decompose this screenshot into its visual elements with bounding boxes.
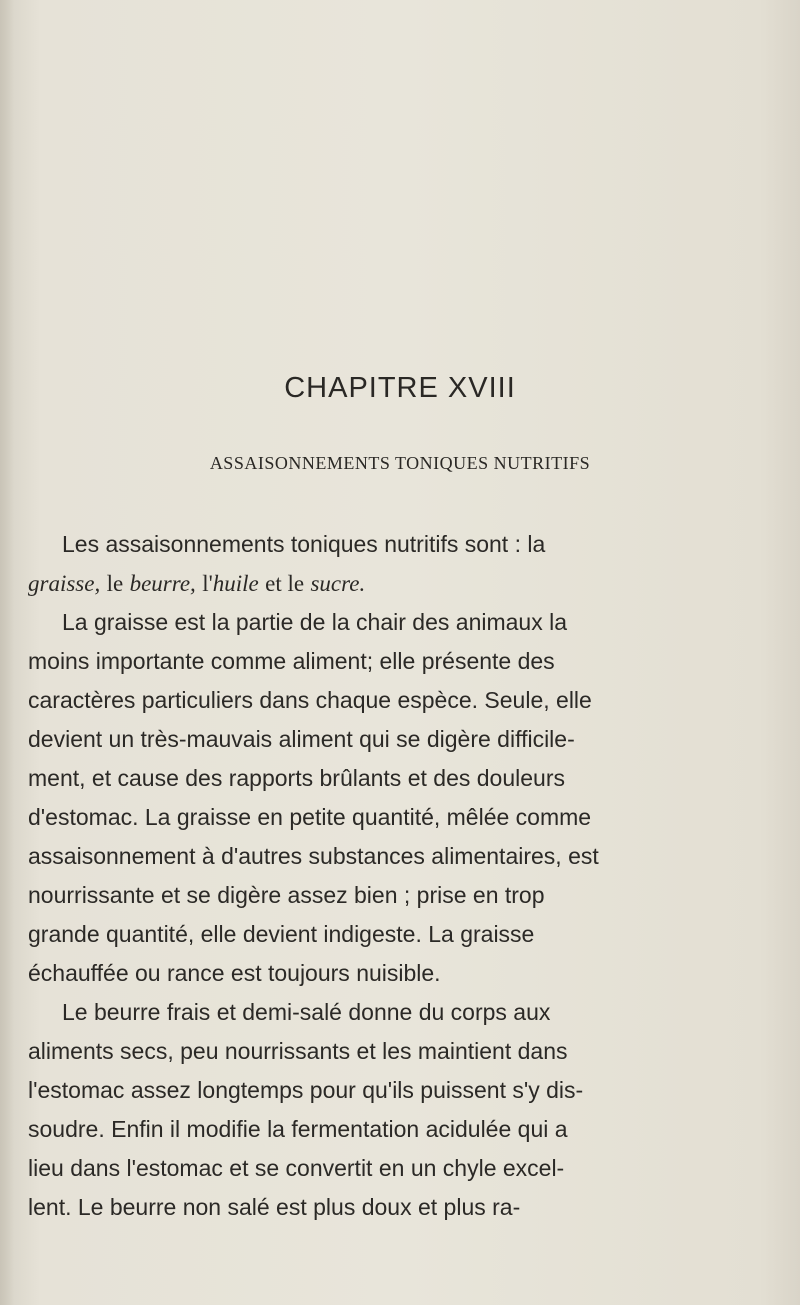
text-line: lent. Le beurre non salé est plus doux et plus ra- [28, 1194, 521, 1220]
text-line: assaisonnement à d'autres substances alimentaires, est [28, 843, 599, 869]
term-huile: huile [212, 571, 259, 596]
text-line: nourrissante et se digère assez bien ; prise en trop [28, 882, 545, 908]
text-line: lieu dans l'estomac et se convertit en un chyle excel- [28, 1155, 565, 1181]
text-line: grande quantité, elle devient indigeste. La graisse [28, 921, 535, 947]
text-line: d'estomac. La graisse en petite quantité, mêlée comme [28, 804, 592, 830]
text-line: Le beurre frais et demi-salé donne du corps aux [62, 999, 551, 1025]
text-line: l'estomac assez longtemps pour qu'ils puissent s'y dis- [28, 1077, 584, 1103]
section-title: ASSAISONNEMENTS TONIQUES NUTRITIFS [209, 453, 591, 473]
chapter-title: CHAPITRE XVIII [284, 372, 516, 404]
text-line: soudre. Enfin il modifie la fermentation acidulée qui a [28, 1116, 568, 1142]
text-line: caractères particuliers dans chaque espèce. Seule, elle [28, 687, 592, 713]
term-sucre: sucre. [310, 571, 366, 596]
text-line: moins importante comme aliment; elle présente des [28, 648, 555, 674]
term-beurre: beurre, [129, 571, 196, 596]
text-line: ment, et cause des rapports brûlants et des douleurs [28, 765, 565, 791]
text-line: La graisse est la partie de la chair des animaux la [62, 609, 568, 635]
text-line: Les assaisonnements toniques nutritifs sont : la [62, 531, 546, 557]
text-line: échauffée ou rance est toujours nuisible. [28, 960, 441, 986]
text-line: devient un très-mauvais aliment qui se digère difficile- [28, 726, 575, 752]
text-fragment: l' [202, 571, 213, 596]
text-line: aliments secs, peu nourrissants et les maintient dans [28, 1038, 568, 1064]
text-fragment: le [106, 571, 124, 596]
term-graisse: graisse, [28, 571, 101, 596]
text-line [0, 566, 365, 600]
text-fragment: et le [265, 571, 305, 596]
